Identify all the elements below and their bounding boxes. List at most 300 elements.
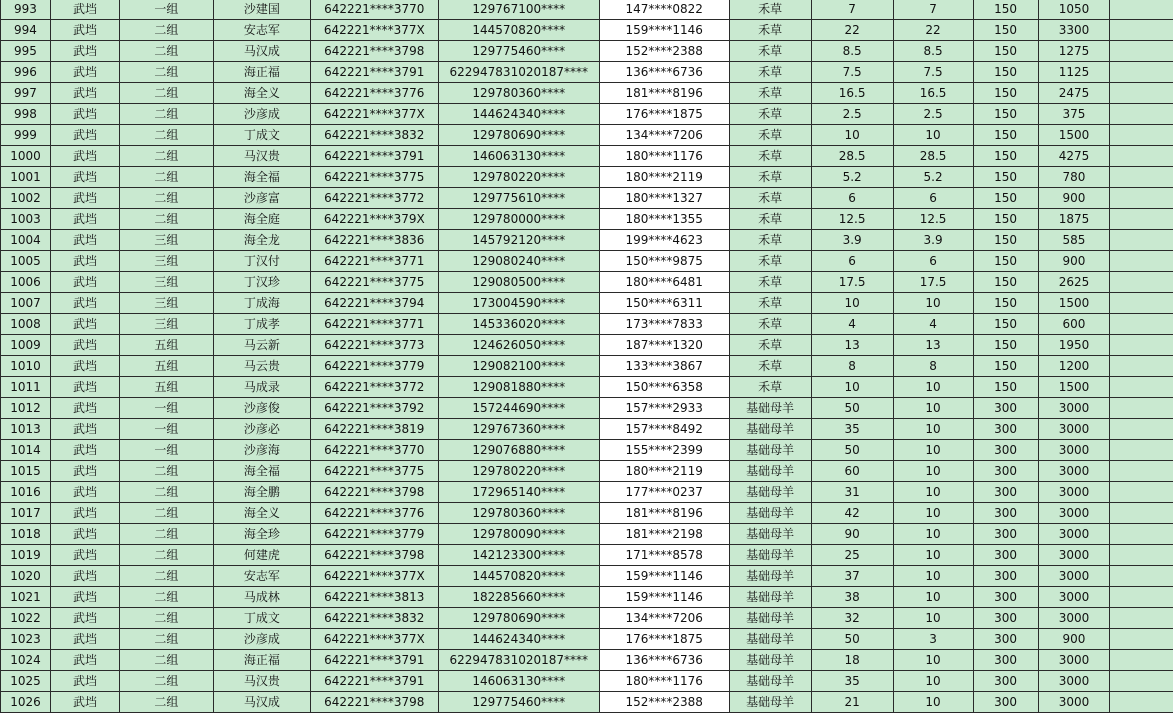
row-number-cell[interactable]: 1011 <box>1 377 51 398</box>
id-number-cell[interactable]: 642221****3775 <box>310 461 438 482</box>
id-number-cell[interactable]: 642221****3770 <box>310 0 438 20</box>
amount-cell[interactable]: 3000 <box>1038 587 1110 608</box>
township-cell[interactable]: 武垱 <box>50 629 119 650</box>
row-number-cell[interactable]: 1016 <box>1 482 51 503</box>
unit-price-cell[interactable]: 300 <box>973 587 1038 608</box>
name-cell[interactable]: 海全鹏 <box>213 482 310 503</box>
subsidy-quantity-cell[interactable]: 10 <box>893 482 973 503</box>
account-number-cell[interactable]: 129080240**** <box>438 251 599 272</box>
blank-cell[interactable] <box>1110 482 1173 503</box>
quantity-cell[interactable]: 31 <box>811 482 893 503</box>
id-number-cell[interactable]: 642221****377X <box>310 20 438 41</box>
group-cell[interactable]: 二组 <box>119 587 213 608</box>
id-number-cell[interactable]: 642221****377X <box>310 629 438 650</box>
quantity-cell[interactable]: 5.2 <box>811 167 893 188</box>
township-cell[interactable]: 武垱 <box>50 545 119 566</box>
category-cell[interactable]: 基础母羊 <box>729 608 811 629</box>
subsidy-quantity-cell[interactable]: 10 <box>893 293 973 314</box>
quantity-cell[interactable]: 35 <box>811 419 893 440</box>
phone-cell[interactable]: 159****1146 <box>599 566 729 587</box>
id-number-cell[interactable]: 642221****3798 <box>310 545 438 566</box>
name-cell[interactable]: 沙彦富 <box>213 188 310 209</box>
category-cell[interactable]: 基础母羊 <box>729 440 811 461</box>
phone-cell[interactable]: 134****7206 <box>599 608 729 629</box>
amount-cell[interactable]: 3000 <box>1038 482 1110 503</box>
id-number-cell[interactable]: 642221****3819 <box>310 419 438 440</box>
category-cell[interactable]: 禾草 <box>729 62 811 83</box>
amount-cell[interactable]: 3000 <box>1038 608 1110 629</box>
account-number-cell[interactable]: 129775610**** <box>438 188 599 209</box>
row-number-cell[interactable]: 998 <box>1 104 51 125</box>
subsidy-quantity-cell[interactable]: 10 <box>893 125 973 146</box>
phone-cell[interactable]: 180****1176 <box>599 671 729 692</box>
id-number-cell[interactable]: 642221****3776 <box>310 503 438 524</box>
row-number-cell[interactable]: 1021 <box>1 587 51 608</box>
group-cell[interactable]: 一组 <box>119 419 213 440</box>
name-cell[interactable]: 马汉成 <box>213 692 310 713</box>
blank-cell[interactable] <box>1110 251 1173 272</box>
name-cell[interactable]: 马汉贵 <box>213 146 310 167</box>
category-cell[interactable]: 禾草 <box>729 188 811 209</box>
row-number-cell[interactable]: 994 <box>1 20 51 41</box>
id-number-cell[interactable]: 642221****3798 <box>310 41 438 62</box>
phone-cell[interactable]: 171****8578 <box>599 545 729 566</box>
unit-price-cell[interactable]: 300 <box>973 545 1038 566</box>
subsidy-quantity-cell[interactable]: 8.5 <box>893 41 973 62</box>
township-cell[interactable]: 武垱 <box>50 566 119 587</box>
amount-cell[interactable]: 3000 <box>1038 671 1110 692</box>
quantity-cell[interactable]: 25 <box>811 545 893 566</box>
group-cell[interactable]: 一组 <box>119 398 213 419</box>
amount-cell[interactable]: 1950 <box>1038 335 1110 356</box>
phone-cell[interactable]: 181****8196 <box>599 83 729 104</box>
quantity-cell[interactable]: 8.5 <box>811 41 893 62</box>
township-cell[interactable]: 武垱 <box>50 692 119 713</box>
name-cell[interactable]: 海全义 <box>213 83 310 104</box>
blank-cell[interactable] <box>1110 503 1173 524</box>
name-cell[interactable]: 沙彦必 <box>213 419 310 440</box>
category-cell[interactable]: 禾草 <box>729 314 811 335</box>
quantity-cell[interactable]: 16.5 <box>811 83 893 104</box>
name-cell[interactable]: 丁成文 <box>213 125 310 146</box>
account-number-cell[interactable]: 145792120**** <box>438 230 599 251</box>
account-number-cell[interactable]: 129082100**** <box>438 356 599 377</box>
blank-cell[interactable] <box>1110 650 1173 671</box>
name-cell[interactable]: 海全福 <box>213 461 310 482</box>
township-cell[interactable]: 武垱 <box>50 671 119 692</box>
blank-cell[interactable] <box>1110 83 1173 104</box>
id-number-cell[interactable]: 642221****3813 <box>310 587 438 608</box>
subsidy-quantity-cell[interactable]: 10 <box>893 671 973 692</box>
quantity-cell[interactable]: 18 <box>811 650 893 671</box>
amount-cell[interactable]: 3000 <box>1038 461 1110 482</box>
township-cell[interactable]: 武垱 <box>50 461 119 482</box>
amount-cell[interactable]: 3000 <box>1038 503 1110 524</box>
quantity-cell[interactable]: 4 <box>811 314 893 335</box>
category-cell[interactable]: 基础母羊 <box>729 650 811 671</box>
subsidy-quantity-cell[interactable]: 10 <box>893 608 973 629</box>
subsidy-quantity-cell[interactable]: 22 <box>893 20 973 41</box>
amount-cell[interactable]: 1125 <box>1038 62 1110 83</box>
phone-cell[interactable]: 133****3867 <box>599 356 729 377</box>
name-cell[interactable]: 马成录 <box>213 377 310 398</box>
subsidy-quantity-cell[interactable]: 28.5 <box>893 146 973 167</box>
account-number-cell[interactable]: 129076880**** <box>438 440 599 461</box>
blank-cell[interactable] <box>1110 335 1173 356</box>
township-cell[interactable]: 武垱 <box>50 251 119 272</box>
name-cell[interactable]: 安志军 <box>213 20 310 41</box>
category-cell[interactable]: 禾草 <box>729 20 811 41</box>
amount-cell[interactable]: 900 <box>1038 251 1110 272</box>
row-number-cell[interactable]: 996 <box>1 62 51 83</box>
id-number-cell[interactable]: 642221****3794 <box>310 293 438 314</box>
category-cell[interactable]: 基础母羊 <box>729 524 811 545</box>
group-cell[interactable]: 二组 <box>119 566 213 587</box>
account-number-cell[interactable]: 129780360**** <box>438 83 599 104</box>
phone-cell[interactable]: 180****1176 <box>599 146 729 167</box>
row-number-cell[interactable]: 1022 <box>1 608 51 629</box>
category-cell[interactable]: 基础母羊 <box>729 398 811 419</box>
township-cell[interactable]: 武垱 <box>50 125 119 146</box>
blank-cell[interactable] <box>1110 0 1173 20</box>
township-cell[interactable]: 武垱 <box>50 377 119 398</box>
subsidy-quantity-cell[interactable]: 3 <box>893 629 973 650</box>
blank-cell[interactable] <box>1110 629 1173 650</box>
group-cell[interactable]: 二组 <box>119 104 213 125</box>
township-cell[interactable]: 武垱 <box>50 293 119 314</box>
row-number-cell[interactable]: 1012 <box>1 398 51 419</box>
blank-cell[interactable] <box>1110 62 1173 83</box>
group-cell[interactable]: 二组 <box>119 692 213 713</box>
blank-cell[interactable] <box>1110 440 1173 461</box>
group-cell[interactable]: 二组 <box>119 167 213 188</box>
amount-cell[interactable]: 1500 <box>1038 125 1110 146</box>
township-cell[interactable]: 武垱 <box>50 608 119 629</box>
blank-cell[interactable] <box>1110 356 1173 377</box>
account-number-cell[interactable]: 622947831020187**** <box>438 650 599 671</box>
quantity-cell[interactable]: 10 <box>811 377 893 398</box>
subsidy-quantity-cell[interactable]: 13 <box>893 335 973 356</box>
phone-cell[interactable]: 181****8196 <box>599 503 729 524</box>
amount-cell[interactable]: 3000 <box>1038 524 1110 545</box>
id-number-cell[interactable]: 642221****3798 <box>310 482 438 503</box>
unit-price-cell[interactable]: 150 <box>973 104 1038 125</box>
row-number-cell[interactable]: 999 <box>1 125 51 146</box>
phone-cell[interactable]: 155****2399 <box>599 440 729 461</box>
id-number-cell[interactable]: 642221****3771 <box>310 251 438 272</box>
amount-cell[interactable]: 2475 <box>1038 83 1110 104</box>
name-cell[interactable]: 丁成孝 <box>213 314 310 335</box>
group-cell[interactable]: 二组 <box>119 545 213 566</box>
id-number-cell[interactable]: 642221****3791 <box>310 671 438 692</box>
quantity-cell[interactable]: 6 <box>811 188 893 209</box>
group-cell[interactable]: 二组 <box>119 41 213 62</box>
phone-cell[interactable]: 134****7206 <box>599 125 729 146</box>
quantity-cell[interactable]: 10 <box>811 293 893 314</box>
unit-price-cell[interactable]: 150 <box>973 272 1038 293</box>
group-cell[interactable]: 五组 <box>119 377 213 398</box>
quantity-cell[interactable]: 7.5 <box>811 62 893 83</box>
phone-cell[interactable]: 176****1875 <box>599 104 729 125</box>
blank-cell[interactable] <box>1110 524 1173 545</box>
blank-cell[interactable] <box>1110 566 1173 587</box>
account-number-cell[interactable]: 144624340**** <box>438 629 599 650</box>
unit-price-cell[interactable]: 150 <box>973 335 1038 356</box>
row-number-cell[interactable]: 1024 <box>1 650 51 671</box>
id-number-cell[interactable]: 642221****3791 <box>310 146 438 167</box>
group-cell[interactable]: 二组 <box>119 125 213 146</box>
row-number-cell[interactable]: 1002 <box>1 188 51 209</box>
account-number-cell[interactable]: 129780000**** <box>438 209 599 230</box>
phone-cell[interactable]: 180****1355 <box>599 209 729 230</box>
blank-cell[interactable] <box>1110 230 1173 251</box>
group-cell[interactable]: 二组 <box>119 209 213 230</box>
unit-price-cell[interactable]: 300 <box>973 482 1038 503</box>
row-number-cell[interactable]: 1017 <box>1 503 51 524</box>
id-number-cell[interactable]: 642221****3772 <box>310 188 438 209</box>
unit-price-cell[interactable]: 150 <box>973 293 1038 314</box>
name-cell[interactable]: 沙彦成 <box>213 629 310 650</box>
account-number-cell[interactable]: 157244690**** <box>438 398 599 419</box>
amount-cell[interactable]: 3000 <box>1038 440 1110 461</box>
amount-cell[interactable]: 900 <box>1038 629 1110 650</box>
township-cell[interactable]: 武垱 <box>50 650 119 671</box>
id-number-cell[interactable]: 642221****3832 <box>310 125 438 146</box>
account-number-cell[interactable]: 146063130**** <box>438 671 599 692</box>
id-number-cell[interactable]: 642221****3770 <box>310 440 438 461</box>
group-cell[interactable]: 三组 <box>119 230 213 251</box>
township-cell[interactable]: 武垱 <box>50 146 119 167</box>
group-cell[interactable]: 五组 <box>119 356 213 377</box>
quantity-cell[interactable]: 60 <box>811 461 893 482</box>
phone-cell[interactable]: 136****6736 <box>599 62 729 83</box>
account-number-cell[interactable]: 144570820**** <box>438 566 599 587</box>
blank-cell[interactable] <box>1110 545 1173 566</box>
subsidy-quantity-cell[interactable]: 10 <box>893 566 973 587</box>
unit-price-cell[interactable]: 300 <box>973 629 1038 650</box>
group-cell[interactable]: 三组 <box>119 314 213 335</box>
category-cell[interactable]: 禾草 <box>729 293 811 314</box>
row-number-cell[interactable]: 1004 <box>1 230 51 251</box>
quantity-cell[interactable]: 50 <box>811 440 893 461</box>
row-number-cell[interactable]: 1014 <box>1 440 51 461</box>
phone-cell[interactable]: 173****7833 <box>599 314 729 335</box>
unit-price-cell[interactable]: 150 <box>973 125 1038 146</box>
row-number-cell[interactable]: 993 <box>1 0 51 20</box>
category-cell[interactable]: 禾草 <box>729 146 811 167</box>
category-cell[interactable]: 禾草 <box>729 125 811 146</box>
row-number-cell[interactable]: 1008 <box>1 314 51 335</box>
quantity-cell[interactable]: 8 <box>811 356 893 377</box>
township-cell[interactable]: 武垱 <box>50 482 119 503</box>
group-cell[interactable]: 二组 <box>119 146 213 167</box>
group-cell[interactable]: 三组 <box>119 293 213 314</box>
phone-cell[interactable]: 180****1327 <box>599 188 729 209</box>
subsidy-quantity-cell[interactable]: 7.5 <box>893 62 973 83</box>
group-cell[interactable]: 二组 <box>119 62 213 83</box>
unit-price-cell[interactable]: 300 <box>973 461 1038 482</box>
name-cell[interactable]: 沙建国 <box>213 0 310 20</box>
id-number-cell[interactable]: 642221****3776 <box>310 83 438 104</box>
amount-cell[interactable]: 1275 <box>1038 41 1110 62</box>
category-cell[interactable]: 禾草 <box>729 356 811 377</box>
unit-price-cell[interactable]: 150 <box>973 167 1038 188</box>
township-cell[interactable]: 武垱 <box>50 335 119 356</box>
row-number-cell[interactable]: 1018 <box>1 524 51 545</box>
quantity-cell[interactable]: 38 <box>811 587 893 608</box>
blank-cell[interactable] <box>1110 293 1173 314</box>
phone-cell[interactable]: 180****6481 <box>599 272 729 293</box>
blank-cell[interactable] <box>1110 671 1173 692</box>
unit-price-cell[interactable]: 150 <box>973 0 1038 20</box>
id-number-cell[interactable]: 642221****3798 <box>310 692 438 713</box>
name-cell[interactable]: 马云新 <box>213 335 310 356</box>
row-number-cell[interactable]: 1026 <box>1 692 51 713</box>
phone-cell[interactable]: 150****6358 <box>599 377 729 398</box>
name-cell[interactable]: 马云贵 <box>213 356 310 377</box>
account-number-cell[interactable]: 173004590**** <box>438 293 599 314</box>
row-number-cell[interactable]: 1013 <box>1 419 51 440</box>
unit-price-cell[interactable]: 150 <box>973 377 1038 398</box>
township-cell[interactable]: 武垱 <box>50 41 119 62</box>
subsidy-quantity-cell[interactable]: 10 <box>893 692 973 713</box>
unit-price-cell[interactable]: 150 <box>973 314 1038 335</box>
amount-cell[interactable]: 900 <box>1038 188 1110 209</box>
quantity-cell[interactable]: 50 <box>811 629 893 650</box>
name-cell[interactable]: 沙彦成 <box>213 104 310 125</box>
amount-cell[interactable]: 3000 <box>1038 545 1110 566</box>
name-cell[interactable]: 海全龙 <box>213 230 310 251</box>
township-cell[interactable]: 武垱 <box>50 524 119 545</box>
amount-cell[interactable]: 375 <box>1038 104 1110 125</box>
name-cell[interactable]: 马汉贵 <box>213 671 310 692</box>
quantity-cell[interactable]: 42 <box>811 503 893 524</box>
category-cell[interactable]: 禾草 <box>729 272 811 293</box>
name-cell[interactable]: 沙彦俊 <box>213 398 310 419</box>
id-number-cell[interactable]: 642221****3779 <box>310 524 438 545</box>
amount-cell[interactable]: 3000 <box>1038 398 1110 419</box>
subsidy-quantity-cell[interactable]: 2.5 <box>893 104 973 125</box>
name-cell[interactable]: 丁成海 <box>213 293 310 314</box>
unit-price-cell[interactable]: 300 <box>973 440 1038 461</box>
group-cell[interactable]: 一组 <box>119 440 213 461</box>
unit-price-cell[interactable]: 150 <box>973 251 1038 272</box>
subsidy-quantity-cell[interactable]: 10 <box>893 524 973 545</box>
blank-cell[interactable] <box>1110 41 1173 62</box>
group-cell[interactable]: 二组 <box>119 20 213 41</box>
quantity-cell[interactable]: 13 <box>811 335 893 356</box>
row-number-cell[interactable]: 1019 <box>1 545 51 566</box>
township-cell[interactable]: 武垱 <box>50 230 119 251</box>
group-cell[interactable]: 二组 <box>119 503 213 524</box>
unit-price-cell[interactable]: 150 <box>973 188 1038 209</box>
name-cell[interactable]: 沙彦海 <box>213 440 310 461</box>
blank-cell[interactable] <box>1110 188 1173 209</box>
category-cell[interactable]: 基础母羊 <box>729 461 811 482</box>
blank-cell[interactable] <box>1110 692 1173 713</box>
unit-price-cell[interactable]: 150 <box>973 146 1038 167</box>
name-cell[interactable]: 海正福 <box>213 650 310 671</box>
blank-cell[interactable] <box>1110 167 1173 188</box>
quantity-cell[interactable]: 90 <box>811 524 893 545</box>
group-cell[interactable]: 二组 <box>119 629 213 650</box>
row-number-cell[interactable]: 1005 <box>1 251 51 272</box>
account-number-cell[interactable]: 144570820**** <box>438 20 599 41</box>
unit-price-cell[interactable]: 150 <box>973 41 1038 62</box>
group-cell[interactable]: 二组 <box>119 482 213 503</box>
category-cell[interactable]: 禾草 <box>729 335 811 356</box>
township-cell[interactable]: 武垱 <box>50 440 119 461</box>
id-number-cell[interactable]: 642221****3792 <box>310 398 438 419</box>
category-cell[interactable]: 禾草 <box>729 230 811 251</box>
name-cell[interactable]: 海全福 <box>213 167 310 188</box>
category-cell[interactable]: 基础母羊 <box>729 482 811 503</box>
subsidy-quantity-cell[interactable]: 17.5 <box>893 272 973 293</box>
phone-cell[interactable]: 157****2933 <box>599 398 729 419</box>
row-number-cell[interactable]: 1007 <box>1 293 51 314</box>
blank-cell[interactable] <box>1110 125 1173 146</box>
category-cell[interactable]: 基础母羊 <box>729 545 811 566</box>
amount-cell[interactable]: 1050 <box>1038 0 1110 20</box>
quantity-cell[interactable]: 7 <box>811 0 893 20</box>
unit-price-cell[interactable]: 300 <box>973 692 1038 713</box>
township-cell[interactable]: 武垱 <box>50 62 119 83</box>
row-number-cell[interactable]: 1020 <box>1 566 51 587</box>
subsidy-quantity-cell[interactable]: 7 <box>893 0 973 20</box>
amount-cell[interactable]: 4275 <box>1038 146 1110 167</box>
township-cell[interactable]: 武垱 <box>50 104 119 125</box>
phone-cell[interactable]: 181****2198 <box>599 524 729 545</box>
name-cell[interactable]: 海全庭 <box>213 209 310 230</box>
subsidy-quantity-cell[interactable]: 8 <box>893 356 973 377</box>
account-number-cell[interactable]: 129080500**** <box>438 272 599 293</box>
id-number-cell[interactable]: 642221****3775 <box>310 272 438 293</box>
quantity-cell[interactable]: 35 <box>811 671 893 692</box>
phone-cell[interactable]: 150****6311 <box>599 293 729 314</box>
township-cell[interactable]: 武垱 <box>50 167 119 188</box>
phone-cell[interactable]: 147****0822 <box>599 0 729 20</box>
account-number-cell[interactable]: 129780360**** <box>438 503 599 524</box>
quantity-cell[interactable]: 50 <box>811 398 893 419</box>
account-number-cell[interactable]: 129780090**** <box>438 524 599 545</box>
account-number-cell[interactable]: 146063130**** <box>438 146 599 167</box>
quantity-cell[interactable]: 6 <box>811 251 893 272</box>
group-cell[interactable]: 二组 <box>119 608 213 629</box>
id-number-cell[interactable]: 642221****3779 <box>310 356 438 377</box>
id-number-cell[interactable]: 642221****377X <box>310 566 438 587</box>
account-number-cell[interactable]: 129780690**** <box>438 608 599 629</box>
group-cell[interactable]: 二组 <box>119 650 213 671</box>
blank-cell[interactable] <box>1110 104 1173 125</box>
account-number-cell[interactable]: 145336020**** <box>438 314 599 335</box>
category-cell[interactable]: 禾草 <box>729 83 811 104</box>
amount-cell[interactable]: 3000 <box>1038 650 1110 671</box>
unit-price-cell[interactable]: 150 <box>973 356 1038 377</box>
name-cell[interactable]: 海全义 <box>213 503 310 524</box>
row-number-cell[interactable]: 1003 <box>1 209 51 230</box>
subsidy-quantity-cell[interactable]: 10 <box>893 398 973 419</box>
subsidy-quantity-cell[interactable]: 10 <box>893 419 973 440</box>
name-cell[interactable]: 丁汉付 <box>213 251 310 272</box>
group-cell[interactable]: 二组 <box>119 671 213 692</box>
category-cell[interactable]: 基础母羊 <box>729 566 811 587</box>
blank-cell[interactable] <box>1110 20 1173 41</box>
row-number-cell[interactable]: 997 <box>1 83 51 104</box>
unit-price-cell[interactable]: 300 <box>973 671 1038 692</box>
phone-cell[interactable]: 176****1875 <box>599 629 729 650</box>
township-cell[interactable]: 武垱 <box>50 272 119 293</box>
category-cell[interactable]: 基础母羊 <box>729 587 811 608</box>
